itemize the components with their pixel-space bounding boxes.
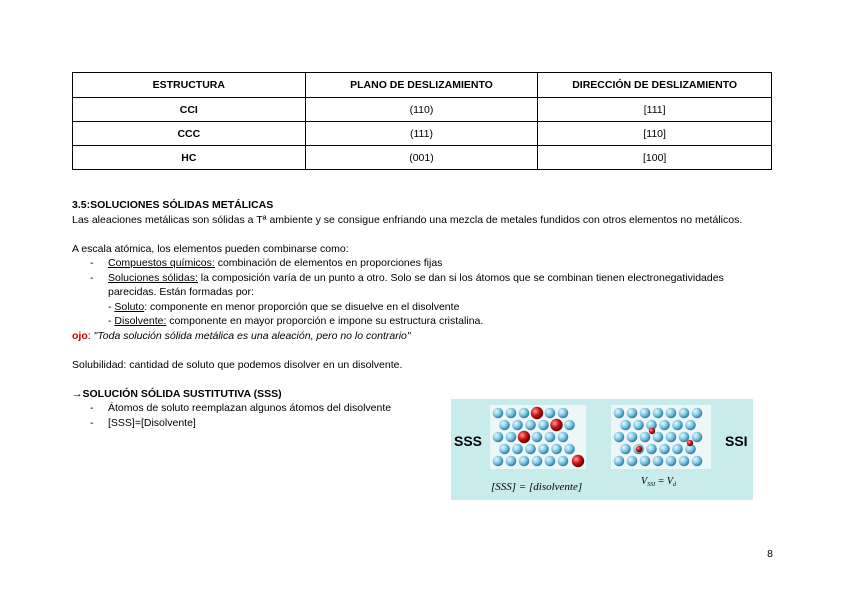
page-number: 8: [767, 548, 773, 560]
solvent-atom: [679, 456, 690, 467]
solvent-atom: [633, 420, 644, 431]
section-title: 3.5:SOLUCIONES SÓLIDAS METÁLICAS: [72, 199, 274, 211]
solvent-atom: [627, 456, 638, 467]
solvent-atom: [692, 408, 703, 419]
solvent-atom: [692, 456, 703, 467]
table-header: DIRECCIÓN DE DESLIZAMIENTO: [538, 73, 772, 98]
solvent-atom: [614, 408, 625, 419]
solute-atom: [572, 455, 584, 467]
sub-list-item: - Disolvente: componente en mayor proporción e impone su estructura cristalina.: [108, 315, 484, 327]
ssi-label: SSI: [725, 433, 748, 449]
solvent-atom: [640, 408, 651, 419]
solvent-atom: [538, 444, 549, 455]
term-soluto: Soluto: [114, 300, 145, 313]
term-disolvente: Disolvente:: [114, 315, 167, 327]
solvent-atom: [685, 420, 696, 431]
ssi-caption: $V_{SSI} = V_d$: [641, 476, 676, 488]
solvent-atom: [506, 432, 517, 443]
solvent-atom: [545, 432, 556, 443]
solvent-atom: [499, 444, 510, 455]
term-desc: combinación de elementos en proporciones fijas: [214, 257, 443, 269]
solvent-atom: [532, 456, 543, 467]
solvent-atom: [679, 432, 690, 443]
solvent-atom: [564, 444, 575, 455]
intro-paragraph: Las aleaciones metálicas son sólidas a Tª ambiente y se consigue enfriando una mezcla de metales fundidos con otros elementos no metálicos.: [72, 213, 743, 226]
list-dash: -: [90, 271, 94, 284]
interstitial-atom: [687, 440, 693, 446]
table-cell: (110): [305, 98, 538, 122]
solvent-atom: [545, 408, 556, 419]
slip-systems-table: [72, 72, 772, 170]
table-cell: (111): [305, 122, 538, 146]
list-item: - [SSS]=[Disolvente]: [90, 416, 196, 429]
sss-label: SSS: [454, 433, 483, 449]
table-cell: [110]: [538, 122, 772, 146]
solvent-atom: [545, 456, 556, 467]
solvent-atom: [532, 432, 543, 443]
solvent-atom: [627, 432, 638, 443]
term-compuestos: Compuestos químicos:: [108, 257, 215, 269]
ojo-quote: "Toda solución sólida metálica es una aleación, pero no lo contrario": [93, 329, 411, 342]
solvent-atom: [672, 444, 683, 455]
table-row: [73, 122, 772, 146]
table-cell: [111]: [538, 98, 772, 122]
term-desc: la composición varía de un punto a otro. Solo se dan si los átomos que se combinan tienen electronegatividades parecidas. Están formadas por:: [108, 271, 724, 298]
term-soluciones: Soluciones sólidas:: [108, 271, 198, 284]
solvent-atom: [558, 456, 569, 467]
solvent-atom: [653, 456, 664, 467]
solvent-atom: [558, 432, 569, 443]
solvent-atom: [512, 420, 523, 431]
solvent-atom: [679, 408, 690, 419]
solvent-atom: [525, 420, 536, 431]
table-header-row: [73, 73, 772, 98]
solvent-atom: [627, 408, 638, 419]
interstitial-atom: [649, 428, 655, 434]
solvent-atom: [653, 408, 664, 419]
solute-atom: [531, 407, 543, 419]
section-body: [72, 198, 772, 430]
ojo-label: ojo: [72, 329, 88, 342]
solute-atom: [518, 431, 530, 443]
list-item: [72, 271, 772, 300]
sss-caption: [SSS] = [disolvente]: [491, 481, 583, 493]
solvent-atom: [512, 444, 523, 455]
solvent-atom: [666, 408, 677, 419]
list-item: - Átomos de soluto reemplazan algunos átomos del disolvente: [90, 402, 392, 414]
sub-list-item: - Soluto: componente en menor proporción que se disuelve en el disolvente: [108, 300, 460, 313]
solvent-atom: [646, 444, 657, 455]
table-cell: CCC: [73, 122, 306, 146]
solvent-atom: [506, 456, 517, 467]
solvent-atom: [659, 420, 670, 431]
table-cell: HC: [73, 146, 306, 170]
solute-atom: [550, 419, 562, 431]
solvent-atom: [692, 432, 703, 443]
solvent-atom: [666, 432, 677, 443]
solvent-atom: [558, 408, 569, 419]
solvent-atom: [493, 432, 504, 443]
solvent-atom: [493, 408, 504, 419]
solvent-atom: [640, 456, 651, 467]
solid-solution-diagram: [451, 399, 753, 500]
solvent-atom: [506, 408, 517, 419]
table-cell: (001): [305, 146, 538, 170]
solvent-atom: [499, 420, 510, 431]
solvent-atom: [653, 432, 664, 443]
list-dash: -: [90, 257, 94, 269]
scale-intro: A escala atómica, los elementos pueden combinarse como:: [72, 242, 349, 255]
table-cell: CCI: [73, 98, 306, 122]
list-item: [72, 256, 772, 271]
interstitial-atom: [636, 446, 642, 452]
table-cell: [100]: [538, 146, 772, 170]
ojo-note: ojo: "Toda solución sólida metálica es una aleación, pero no lo contrario": [72, 329, 411, 342]
solvent-atom: [614, 432, 625, 443]
solvent-atom: [525, 444, 536, 455]
table-row: [73, 98, 772, 122]
solvent-atom: [640, 432, 651, 443]
solubility-definition: Solubilidad: cantidad de soluto que podemos disolver en un disolvente.: [72, 358, 403, 371]
table-header: PLANO DE DESLIZAMIENTO: [305, 73, 538, 98]
solvent-atom: [519, 408, 530, 419]
solid-solution-figure: [451, 399, 753, 500]
solvent-atom: [620, 420, 631, 431]
solvent-atom: [672, 420, 683, 431]
solvent-atom: [564, 420, 575, 431]
solvent-atom: [620, 444, 631, 455]
sss-title: →SOLUCIÓN SÓLIDA SUSTITUTIVA (SSS): [72, 387, 282, 400]
table-header: ESTRUCTURA: [73, 73, 306, 98]
solvent-atom: [614, 456, 625, 467]
solvent-atom: [666, 456, 677, 467]
table-row: [73, 146, 772, 170]
solvent-atom: [538, 420, 549, 431]
solvent-atom: [551, 444, 562, 455]
solvent-atom: [519, 456, 530, 467]
solvent-atom: [493, 456, 504, 467]
solvent-atom: [659, 444, 670, 455]
